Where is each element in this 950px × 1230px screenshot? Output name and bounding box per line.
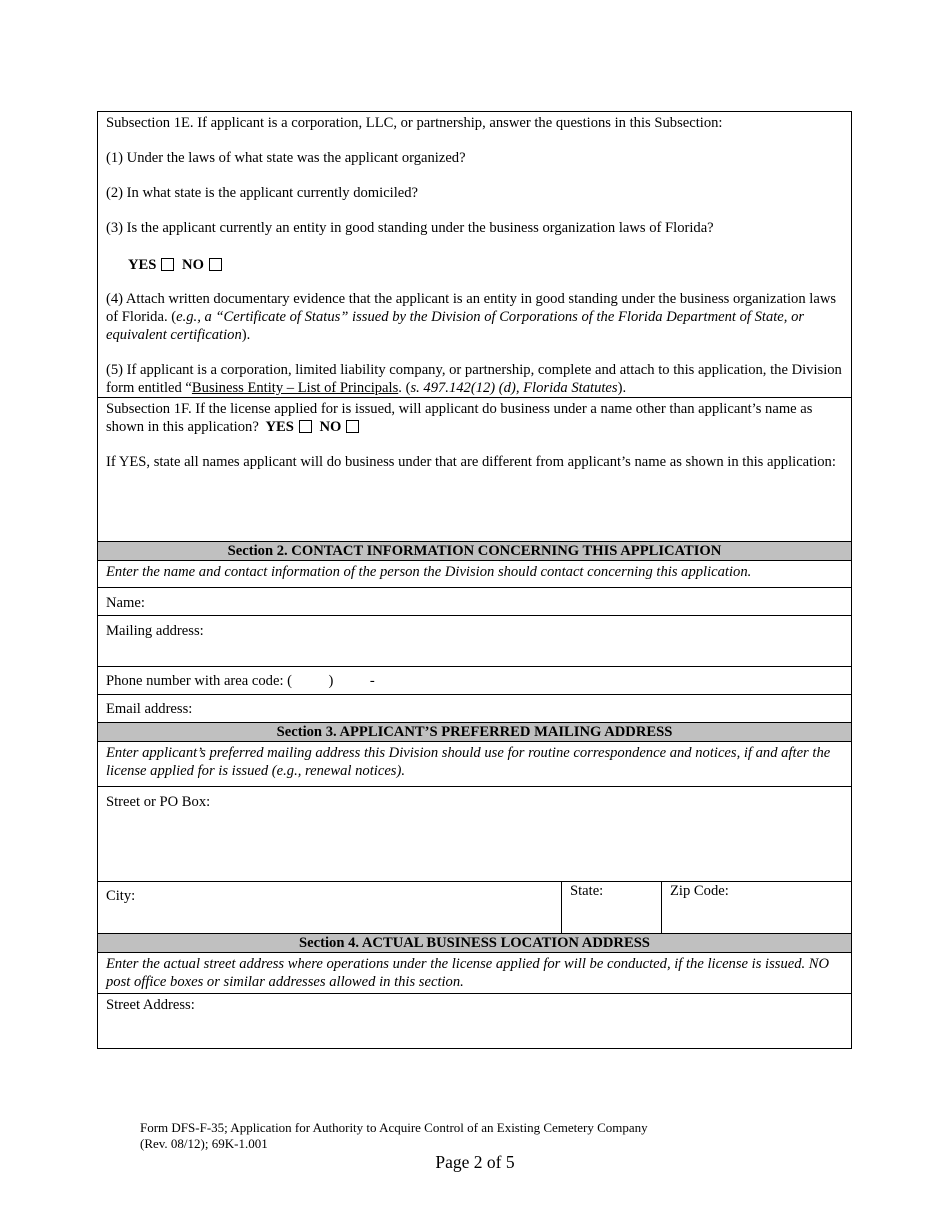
form-footer	[140, 1120, 648, 1152]
form-revision: (Rev. 08/12); 69K-1.001	[140, 1136, 268, 1151]
section-2-header: Section 2. CONTACT INFORMATION CONCERNING THIS APPLICATION	[97, 542, 852, 561]
subsection-1e-intro: Subsection 1E. If applicant is a corporation, LLC, or partnership, answer the questions in this Subsection:	[106, 115, 723, 131]
no-label: NO	[182, 257, 204, 273]
question-1: (1) Under the laws of what state was the applicant organized?	[106, 150, 466, 166]
form-id: Form DFS-F-35; Application for Authority to Acquire Control of an Existing Cemetery Company	[140, 1120, 648, 1135]
section-2-instruction: Enter the name and contact information of the person the Division should contact concerning this application.	[97, 561, 852, 588]
city-state-zip-row	[97, 882, 852, 934]
contact-phone-label: Phone number with area code: ( ) -	[106, 673, 375, 689]
dba-names-prompt: If YES, state all names applicant will do business under that are different from applicant’s name as shown in this application:	[106, 454, 836, 470]
question-5: (5) If applicant is a corporation, limited liability company, or partnership, complete and attach to this application, the Division form entitled “Business Entity – List of Principals. (s. 497.142(12) (d), Florida Statutes).	[106, 362, 842, 396]
contact-mailing-address-field[interactable]	[97, 616, 852, 667]
application-form	[97, 111, 852, 1049]
section-4-header: Section 4. ACTUAL BUSINESS LOCATION ADDRESS	[97, 934, 852, 953]
contact-mailing-label: Mailing address:	[106, 623, 204, 639]
business-street-label: Street Address:	[106, 997, 195, 1013]
question-4: (4) Attach written documentary evidence that the applicant is an entity in good standing under the business organization laws of Florida. (e.g., a “Certificate of Status” issued by the Division of Corporations of the Florida Department of State, or equivalent certification).	[106, 291, 837, 343]
section-4-instruction: Enter the actual street address where operations under the license applied for will be conducted, if the license is issued. NO post office boxes or similar addresses allowed in this section.	[97, 953, 852, 994]
contact-phone-field[interactable]	[97, 667, 852, 695]
subsection-1f	[97, 398, 852, 542]
mailing-state-field[interactable]	[562, 882, 662, 933]
section-3-instruction: Enter applicant’s preferred mailing address this Division should use for routine correspondence and notices, if and after the license applied for is issued (e.g., renewal notices).	[97, 742, 852, 787]
subsection-1f-question: Subsection 1F. If the license applied for is issued, will applicant do business under a name other than applicant’s name as shown in this application? YES NO	[106, 401, 813, 435]
mailing-street-field[interactable]	[97, 787, 852, 882]
dba-no-checkbox[interactable]	[346, 420, 359, 433]
good-standing-yes-no	[106, 256, 843, 274]
mailing-city-field[interactable]	[98, 882, 562, 933]
question-2: (2) In what state is the applicant currently domiciled?	[106, 185, 419, 201]
dba-yes-checkbox[interactable]	[299, 420, 312, 433]
page-number: Page 2 of 5	[435, 1152, 515, 1172]
yes-label: YES	[128, 257, 157, 273]
contact-email-field[interactable]	[97, 695, 852, 723]
mailing-state-label: State:	[570, 883, 604, 899]
mailing-city-label: City:	[106, 888, 136, 904]
mailing-zip-label: Zip Code:	[670, 883, 729, 899]
question-3: (3) Is the applicant currently an entity in good standing under the business organization laws of Florida?	[106, 220, 714, 236]
good-standing-no-checkbox[interactable]	[209, 258, 222, 271]
subsection-1e	[97, 111, 852, 398]
good-standing-yes-checkbox[interactable]	[161, 258, 174, 271]
contact-email-label: Email address:	[106, 701, 193, 717]
mailing-street-label: Street or PO Box:	[106, 794, 211, 810]
business-entity-form-link[interactable]: Business Entity – List of Principals	[191, 380, 399, 396]
yes-label: YES	[265, 419, 294, 435]
no-label: NO	[319, 419, 342, 435]
contact-name-label: Name:	[106, 595, 145, 611]
contact-name-field[interactable]	[97, 588, 852, 616]
business-street-field[interactable]	[97, 994, 852, 1049]
section-3-header: Section 3. APPLICANT’S PREFERRED MAILING ADDRESS	[97, 723, 852, 742]
mailing-zip-field[interactable]	[662, 882, 851, 933]
